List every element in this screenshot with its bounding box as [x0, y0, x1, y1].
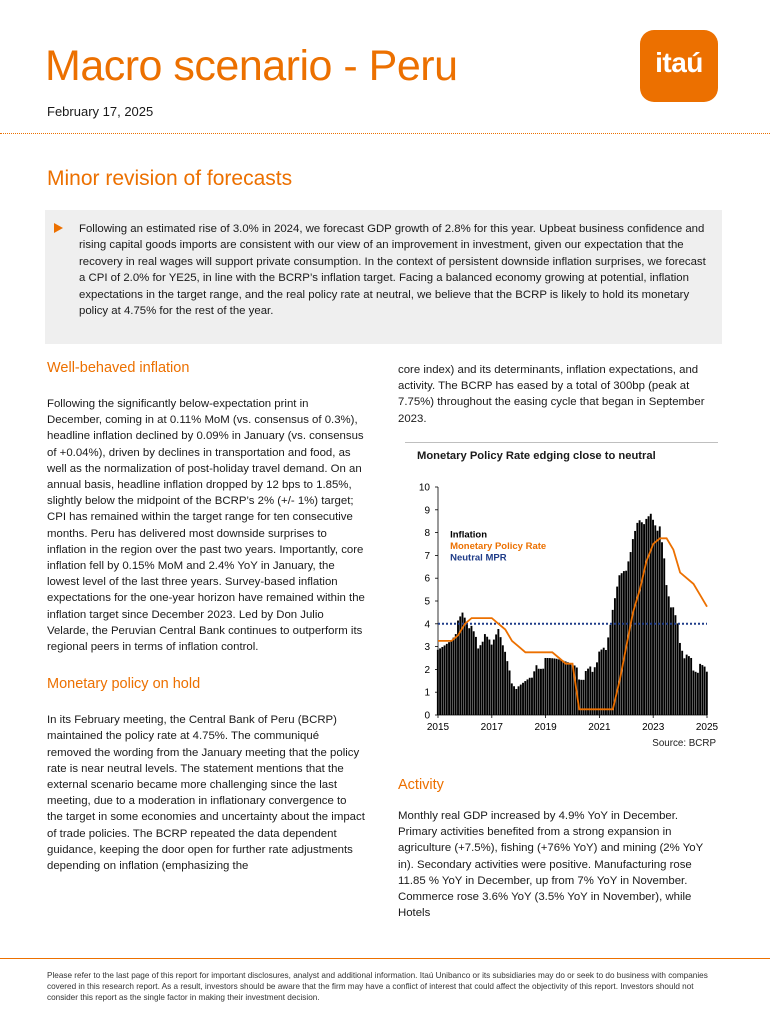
- inflation-bar: [468, 628, 470, 715]
- inflation-bar: [471, 626, 473, 715]
- inflation-bar: [506, 661, 508, 715]
- inflation-bar: [695, 672, 697, 715]
- inflation-bar: [486, 637, 488, 715]
- inflation-bar: [601, 650, 603, 715]
- inflation-bar: [439, 648, 441, 715]
- inflation-bar: [518, 686, 520, 715]
- triangle-bullet-icon: [54, 223, 63, 233]
- inflation-bar: [697, 673, 699, 715]
- chart-top-rule: [405, 442, 718, 443]
- inflation-bar: [701, 665, 703, 715]
- y-tick-label: 4: [424, 619, 430, 631]
- inflation-bar: [690, 658, 692, 715]
- monetary-policy-paragraph: In its February meeting, the Central Bank of Peru (BCRP) maintained the policy rate at 4.75%. The communiqué removed the wording from the January meeting that the policy rate is near neutral levels. The statement mentions that the external scenario became more challenging since the last meeting, due to a moderation in inflationary convergence to the target in some economies and uncertainty about the impact of trade policies. The BCRP repeated the data dependent guidance, keeping the door open for further rate adjustments depending on inflation (emphasizing the: [47, 714, 365, 873]
- inflation-bar: [524, 681, 526, 715]
- inflation-bar: [522, 683, 524, 715]
- inflation-bar: [556, 659, 558, 715]
- inflation-bar: [511, 683, 513, 715]
- inflation-bar: [493, 640, 495, 715]
- y-tick-label: 10: [418, 482, 430, 494]
- inflation-bar: [560, 660, 562, 715]
- inflation-bar: [612, 610, 614, 715]
- inflation-bar: [666, 585, 668, 715]
- x-tick-label: 2025: [695, 722, 718, 733]
- monetary-policy-heading: Monetary policy on hold: [47, 676, 201, 693]
- inflation-bar: [533, 671, 535, 715]
- inflation-bar: [437, 650, 439, 715]
- x-tick-label: 2015: [426, 722, 450, 733]
- inflation-heading: Well-behaved inflation: [47, 360, 190, 376]
- inflation-paragraph: Following the significantly below-expectation print in December, coming in at 0.11% MoM (vs. consensus of 0.3%), headline inflation declined by 0.09% in January (vs. consensus of +0.04%), driven by declines in transportation and food, as well as the normalization of post-holiday travel demand. On an annual basis, headline inflation dropped by 12 bps to 1.85%, slightly below the midpoint of the BCRP’s 2% (+/- 1%) target; CPI has remained within the target range for ten consecutive months. Peru has delivered most downside surprises to inflation in the region over the past two years. Importantly, core inflation fell by 0.15% MoM and 2.4% YoY in January, the lowest level of the last three years. Survey-based inflation expectations for the one-year horizon have remained within the inflation target since December 2023. Led by Don Julio Velarde, the Peruvian Central Bank continues to outperform its regional peers in terms of inflation control.: [47, 398, 365, 654]
- inflation-bar: [699, 664, 701, 715]
- inflation-bar: [567, 662, 569, 715]
- inflation-bar: [681, 651, 683, 715]
- inflation-bar: [569, 663, 571, 715]
- x-tick-label: 2023: [642, 722, 665, 733]
- x-tick-label: 2019: [534, 722, 557, 733]
- inflation-bar: [547, 658, 549, 715]
- inflation-bar: [607, 637, 609, 715]
- inflation-bar: [520, 685, 522, 715]
- y-tick-label: 0: [424, 710, 430, 722]
- inflation-bar: [515, 689, 517, 715]
- inflation-bar: [645, 519, 647, 715]
- inflation-bar: [589, 667, 591, 715]
- inflation-bar: [643, 524, 645, 715]
- inflation-bar: [509, 670, 511, 715]
- inflation-bar: [540, 669, 542, 715]
- legend-label: Neutral MPR: [450, 552, 507, 564]
- y-tick-label: 3: [424, 642, 430, 654]
- inflation-bar: [683, 658, 685, 715]
- inflation-bar: [455, 634, 457, 715]
- inflation-bar: [650, 514, 652, 715]
- logo-wordmark: itaú: [655, 47, 703, 78]
- legend-label: Monetary Policy Rate: [450, 541, 547, 552]
- inflation-bar: [675, 615, 677, 715]
- inflation-bar: [596, 662, 598, 715]
- y-tick-label: 7: [424, 550, 430, 562]
- inflation-bar: [661, 542, 663, 715]
- y-tick-label: 2: [424, 664, 430, 676]
- inflation-bar: [479, 645, 481, 715]
- inflation-bar: [473, 631, 475, 715]
- section-title: Minor revision of forecasts: [47, 167, 293, 190]
- y-tick-label: 8: [424, 528, 430, 540]
- inflation-bar: [630, 552, 632, 715]
- x-tick-label: 2017: [480, 722, 503, 733]
- chart-canvas: [405, 472, 718, 738]
- inflation-bar: [598, 652, 600, 715]
- inflation-bar: [549, 658, 551, 715]
- itau-logo: [640, 30, 718, 102]
- inflation-bar: [475, 637, 477, 715]
- inflation-bar: [659, 526, 661, 715]
- summary-box: [45, 210, 722, 344]
- inflation-bar: [502, 645, 504, 715]
- footer-disclaimer: Please refer to the last page of this report for important disclosures, analyst and additional information. Itaú Unibanco or its subsidiaries may do or seek to do business with companies covered in this research report. As a result, investors should be aware that the firm may have a conflict of interest that could affect the objectivity of this report. Investors should not consider this report as the single factor in making their investment decision.: [47, 971, 708, 1002]
- inflation-bar: [632, 539, 634, 715]
- inflation-bar: [482, 642, 484, 715]
- inflation-bar: [491, 645, 493, 715]
- inflation-bar: [639, 520, 641, 715]
- inflation-bar: [677, 623, 679, 715]
- inflation-bar: [621, 573, 623, 715]
- inflation-bar: [529, 678, 531, 715]
- inflation-bar: [464, 618, 466, 715]
- inflation-bar: [558, 659, 560, 715]
- inflation-bar: [527, 679, 529, 715]
- inflation-bar: [446, 644, 448, 715]
- inflation-bar: [450, 641, 452, 715]
- inflation-bar: [594, 667, 596, 715]
- y-tick-label: 5: [424, 596, 430, 608]
- inflation-bar: [587, 669, 589, 715]
- inflation-bar: [692, 671, 694, 715]
- report-date: February 17, 2025: [47, 104, 154, 119]
- legend-label: Inflation: [450, 529, 488, 541]
- inflation-bar: [444, 645, 446, 715]
- inflation-bar: [538, 669, 540, 715]
- inflation-bar: [497, 629, 499, 715]
- inflation-bar: [500, 637, 502, 715]
- inflation-bar: [636, 523, 638, 715]
- inflation-bar: [623, 571, 625, 715]
- inflation-bar: [466, 623, 468, 715]
- inflation-bar: [441, 647, 443, 715]
- inflation-bar: [686, 655, 688, 715]
- inflation-bar: [453, 638, 455, 715]
- summary-text: Following an estimated rise of 3.0% in 2024, we forecast GDP growth of 2.8% for this year. Upbeat business confidence and rising capital goods imports are consistent with our view of an improvement in investment, given our expectation that the recovery in real wages will support private consumption. In the context of persistent downside inflation surprises, we forecast a CPI of 2.0% for YE25, in line with the BCRP’s inflation target. Facing a balanced economy growing at potential, inflation expectations in the target range, and the real policy rate at neutral, we believe that the BCRP is likely to hold its monetary policy at 4.75% for the rest of the year.: [79, 223, 706, 318]
- inflation-bar: [618, 575, 620, 715]
- inflation-bar: [553, 658, 555, 715]
- chart-title: Monetary Policy Rate edging close to neutral: [417, 450, 656, 462]
- inflation-bar: [679, 643, 681, 715]
- header-divider: [0, 133, 770, 134]
- inflation-bar: [672, 607, 674, 715]
- inflation-bar: [531, 678, 533, 715]
- inflation-bar: [536, 665, 538, 715]
- chart-source: Source: BCRP: [652, 738, 716, 749]
- inflation-bar: [504, 652, 506, 715]
- inflation-bar: [652, 520, 654, 715]
- inflation-bar: [654, 525, 656, 715]
- inflation-bar: [605, 650, 607, 715]
- activity-heading: Activity: [398, 777, 444, 793]
- y-tick-label: 6: [424, 573, 430, 585]
- inflation-bar: [513, 686, 515, 715]
- inflation-bar: [544, 658, 546, 715]
- inflation-bar: [551, 658, 553, 715]
- activity-paragraph: Monthly real GDP increased by 4.9% YoY in December. Primary activities benefited from a strong expansion in agriculture (+7.5%), fishing (+76% YoY) and mining (2% YoY in). Secondary activities were positive. Manufacturing rose 11.85 % YoY in December, up from 7% YoY in November. Commerce rose 3.6% YoY (3.5% YoY in November), while Hotels: [398, 810, 703, 920]
- inflation-bar: [609, 625, 611, 715]
- inflation-bar: [668, 596, 670, 715]
- y-tick-label: 9: [424, 505, 430, 517]
- inflation-bar: [495, 634, 497, 715]
- inflation-bar: [704, 667, 706, 715]
- inflation-bar: [477, 648, 479, 715]
- inflation-bar: [542, 669, 544, 715]
- y-tick-label: 1: [424, 687, 430, 699]
- monetary-policy-continuation: core index) and its determinants, inflation expectations, and activity. The BCRP has eased by a total of 300bp (peak at 7.75%) throughout the easing cycle that began in September 2023.: [398, 364, 705, 425]
- policy-continuation: [398, 362, 720, 427]
- inflation-bar: [448, 642, 450, 715]
- inflation-bar: [484, 634, 486, 715]
- inflation-bar: [648, 516, 650, 715]
- inflation-bar: [562, 661, 564, 715]
- footer-rule: [0, 958, 770, 959]
- inflation-bar: [663, 558, 665, 715]
- policy-rate-chart: [405, 442, 718, 767]
- inflation-bar: [706, 672, 708, 715]
- inflation-bar: [603, 648, 605, 715]
- inflation-bar: [488, 640, 490, 715]
- left-column: [47, 360, 365, 874]
- x-tick-label: 2021: [588, 722, 611, 733]
- inflation-bar: [688, 656, 690, 715]
- inflation-bar: [565, 661, 567, 715]
- inflation-bar: [641, 522, 643, 715]
- report-title: Macro scenario - Peru: [45, 42, 458, 90]
